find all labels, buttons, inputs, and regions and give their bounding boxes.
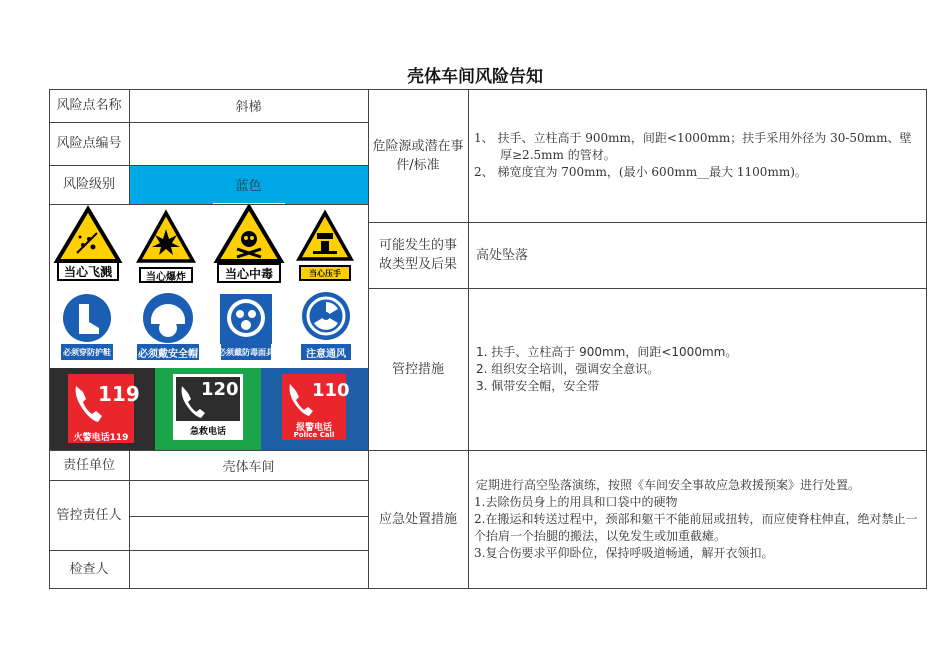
- warning-sign-caption: 当心压手: [299, 265, 351, 281]
- accident-text: 高处坠落: [476, 247, 529, 263]
- phone-number: 110: [312, 380, 350, 401]
- mandatory-sign-ventilation: [297, 290, 355, 364]
- warning-sign-splash: [53, 205, 123, 285]
- phone-caption: 报警电话: [295, 423, 332, 433]
- value-risk-level: 蓝色: [129, 165, 368, 204]
- emergency-line: 定期进行高空坠落演练，按照《车间安全事故应急救援预案》进行处置。: [476, 477, 861, 492]
- mandatory-sign-caption: 注意通风: [301, 344, 351, 360]
- fire-phone-sign: [68, 374, 140, 443]
- phone-caption-en: Police Call: [293, 431, 335, 439]
- ambulance-phone-sign: [173, 374, 243, 440]
- label-control: 管控措施: [391, 361, 444, 377]
- warning-sign-caption: 当心飞溅: [57, 261, 119, 281]
- label-risk-level: 风险级别: [62, 177, 115, 192]
- warning-sign-caption: 当心中毒: [217, 263, 281, 283]
- control-line: 1. 扶手、立柱高于 900mm，间距<1000mm。: [476, 344, 738, 359]
- warning-sign-hand: [295, 207, 355, 285]
- control-line: 3. 佩带安全帽，安全带: [476, 378, 600, 393]
- label-hazard-text: 危险源或潜在事件/标准: [372, 138, 464, 173]
- label-inspector: 检查人: [69, 561, 109, 577]
- page-title: 壳体车间风险告知: [407, 67, 543, 87]
- value-inspector: [129, 550, 368, 588]
- label-accident: [368, 222, 468, 288]
- hazard-line: 2、 梯宽度宜为 700mm，(最小 600mm__最大 1100mm)。: [474, 165, 807, 179]
- phone-caption: 火警电话119: [68, 430, 134, 443]
- phone-number: 119: [98, 382, 140, 406]
- phone-caption: 急救电话: [189, 427, 226, 437]
- mandatory-sign-caption: 必须戴安全帽: [137, 344, 199, 360]
- label-risk-point-no: 风险点编号: [56, 136, 122, 151]
- label-risk-point-name: 风险点名称: [56, 98, 122, 113]
- emergency-line: 1.去除伤员身上的用具和口袋中的硬物: [474, 494, 678, 509]
- emergency-line: 3.复合伤要求平仰卧位，保持呼吸道畅通，解开衣领扣。: [474, 545, 774, 560]
- label-responsible-unit: 责任单位: [62, 457, 115, 473]
- warning-sign-explosion: [135, 205, 197, 287]
- warning-sign-caption: 当心爆炸: [139, 267, 193, 283]
- label-control-person: 管控责任人: [56, 507, 122, 523]
- emergency-line: 2.在搬运和转送过程中，颈部和躯干不能前屈或扭转，而应使脊柱伸直，绝对禁止一个抬肩一个抬腿的搬法，以免发生或加重截瘫。: [474, 511, 918, 543]
- mandatory-sign-helmet: [133, 290, 203, 364]
- warning-sign-poison: [213, 203, 285, 287]
- accident-content: [468, 222, 926, 288]
- police-phone-sign: [282, 374, 350, 440]
- control-content: [468, 288, 926, 450]
- value-risk-point-no: [129, 122, 368, 165]
- mandatory-sign-caption: 必须穿防护鞋: [61, 344, 113, 360]
- emergency-content: [468, 450, 926, 588]
- hazard-content: [468, 89, 926, 222]
- value-risk-point-name: 斜梯: [235, 100, 262, 115]
- hazard-line: 1、 扶手、立柱高于 900mm，间距<1000mm；扶手采用外径为 30-50mm、壁厚≥2.5mm 的管材。: [474, 131, 912, 162]
- phone-number: 120: [201, 379, 239, 400]
- mandatory-sign-boots: [57, 290, 117, 364]
- mandatory-sign-caption: 必须戴防毒面具: [221, 344, 271, 360]
- mandatory-sign-gasmask: [217, 292, 275, 364]
- label-hazard: [368, 89, 468, 222]
- label-accident-text: 可能发生的事故类型及后果: [378, 238, 457, 272]
- value-responsible-unit: 壳体车间: [222, 459, 275, 475]
- value-control-person: [129, 480, 368, 516]
- label-emergency: 应急处置措施: [378, 511, 457, 527]
- control-line: 2. 组织安全培训，强调安全意识。: [476, 361, 660, 376]
